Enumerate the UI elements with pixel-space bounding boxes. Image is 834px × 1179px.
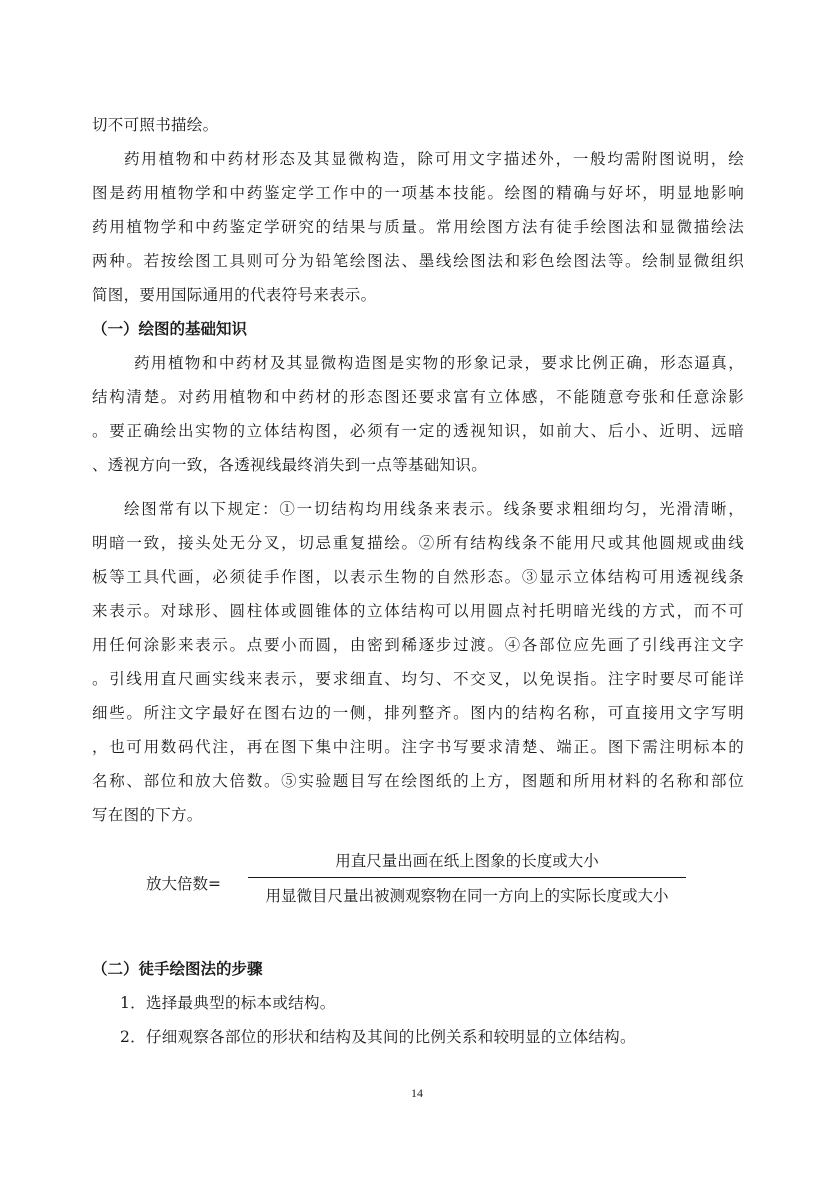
section1-para2-line-8: ，也可用数码代注，再在图下集中注明。注字书写要求清楚、端正。图下需注明标本的 xyxy=(92,738,744,756)
section1-para1-line-3: 。要正确绘出实物的立体结构图，必须有一定的透视知识，如前大、后小、近明、远暗 xyxy=(92,422,744,440)
section1-heading: （一）绘图的基础知识 xyxy=(92,320,248,338)
para1-line-3: 药用植物学和中药鉴定学研究的结果与质量。常用绘图方法有徒手绘图法和显微描绘法 xyxy=(92,218,744,236)
section1-para2-line-2: 明暗一致，接头处无分叉，切忌重复描绘。②所有结构线条不能用尺或其他圆规或曲线 xyxy=(92,534,744,552)
section2-step-1: 1．选择最典型的标本或结构。 xyxy=(120,994,336,1012)
section1-para1-line-2: 结构清楚。对药用植物和中药材的形态图还要求富有立体感，不能随意夸张和任意涂影 xyxy=(92,388,744,406)
page-number: 14 xyxy=(411,1086,423,1100)
section2-step-2: 2．仔细观察各部位的形状和结构及其间的比例关系和较明显的立体结构。 xyxy=(120,1028,636,1046)
section1-para2-line-5: 用任何涂影来表示。点要小而圆，由密到稀逐步过渡。④各部位应先画了引线再注文字 xyxy=(92,636,744,654)
para1-line-2: 图是药用植物学和中药鉴定学工作中的一项基本技能。绘图的精确与好坏，明显地影响 xyxy=(92,184,744,202)
section1-para2-line-9: 名称、部位和放大倍数。⑤实验题目写在绘图纸的上方，图题和所用材料的名称和部位 xyxy=(92,772,744,790)
section2-heading: （二）徒手绘图法的步骤 xyxy=(92,960,263,978)
section1-para2-line-7: 细些。所注文字最好在图右边的一侧，排列整齐。图内的结构名称，可直接用文字写明 xyxy=(92,704,744,722)
para1-line-5: 简图，要用国际通用的代表符号来表示。 xyxy=(92,286,377,304)
section1-para2-line-3: 板等工具代画，必须徒手作图，以表示生物的自然形态。③显示立体结构可用透视线条 xyxy=(92,568,744,586)
section1-para2-line-10: 写在图的下方。 xyxy=(92,806,203,824)
section1-para1-line-4: 、透视方向一致，各透视线最终消失到一点等基础知识。 xyxy=(92,456,488,474)
para1-line-1: 药用植物和中药材形态及其显微构造，除可用文字描述外，一般均需附图说明，绘 xyxy=(124,150,744,168)
section1-para2-line-6: 。引线用直尺画实线来表示，要求细直、均匀、不交叉，以免误指。注字时要尽可能详 xyxy=(92,670,744,688)
para1-line-4: 两种。若按绘图工具则可分为铅笔绘图法、墨线绘图法和彩色绘图法等。绘制显微组织 xyxy=(92,252,744,270)
formula-denominator: 用显微目尺量出被测观察物在同一方向上的实际长度或大小 xyxy=(265,887,669,905)
section1-para2-line-1: 绘图常有以下规定：①一切结构均用线条来表示。线条要求粗细均匀，光滑清晰， xyxy=(124,500,744,518)
section1-para1-line-1: 药用植物和中药材及其显微构造图是实物的形象记录，要求比例正确，形态逼真， xyxy=(134,354,744,372)
formula-fraction-bar xyxy=(248,877,686,878)
section1-para2-line-4: 来表示。对球形、圆柱体或圆锥体的立体结构可以用圆点衬托明暗光线的方式，而不可 xyxy=(92,602,744,620)
intro-tail-line: 切不可照书描绘。 xyxy=(92,116,219,134)
magnification-formula-label: 放大倍数= xyxy=(146,875,221,893)
formula-numerator: 用直尺量出画在纸上图象的长度或大小 xyxy=(335,852,599,870)
